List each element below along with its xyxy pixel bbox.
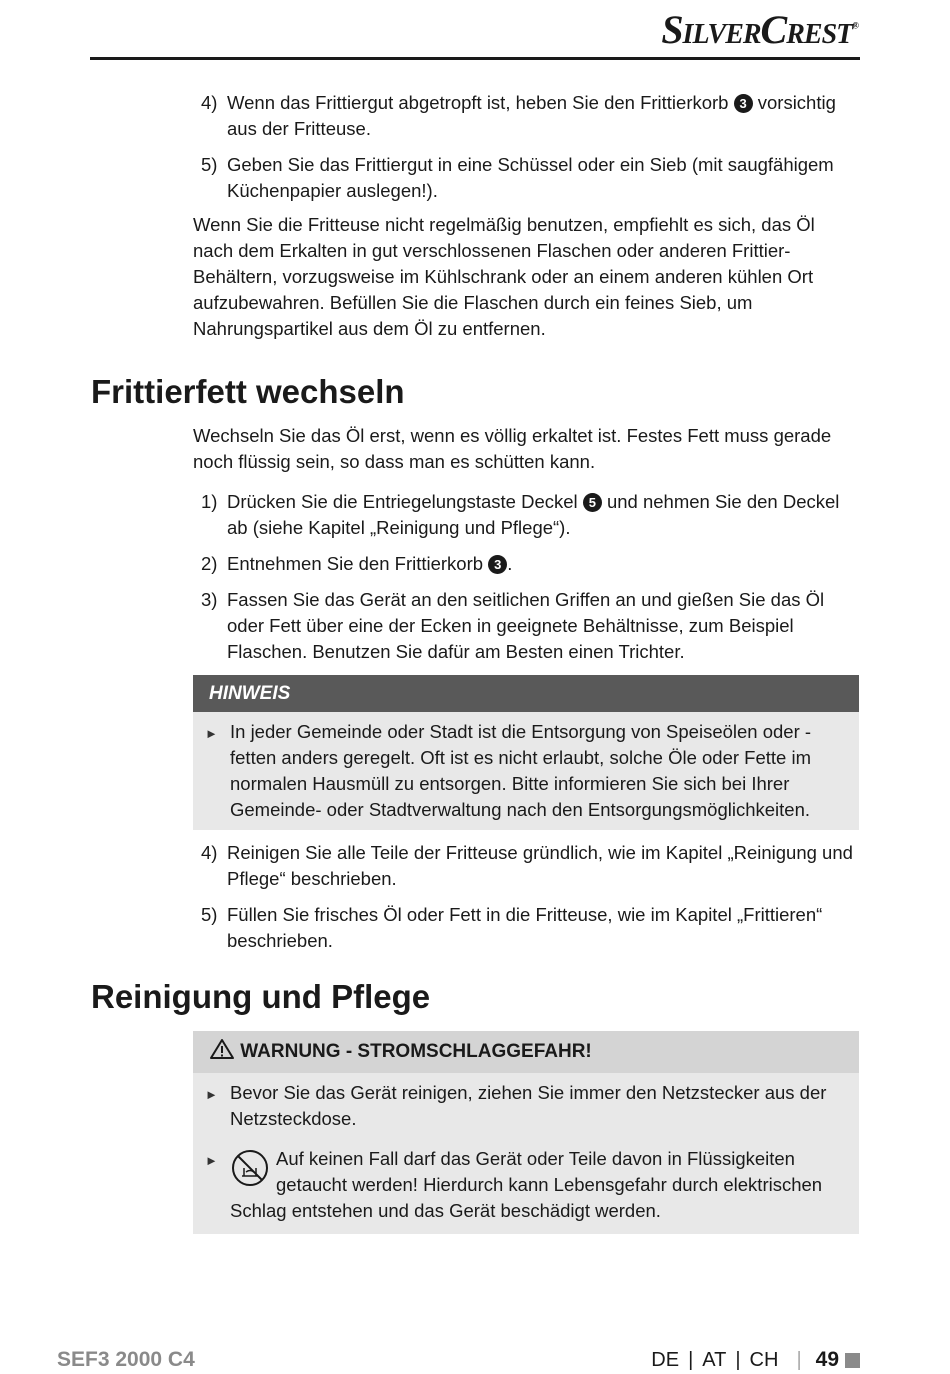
country-de: DE [651,1348,680,1371]
section-title: Frittierfett wechseln [91,373,405,410]
bullet-arrow-icon: ► [205,726,218,741]
note-heading: HINWEIS [193,675,859,712]
bullet-arrow-icon: ► [205,1153,218,1168]
part-number-badge: 5 [583,493,602,512]
step-list [193,840,859,954]
list-item: 4) Reinigen Sie alle Teile der Fritteuse gründlich, wie im Kapitel „Reinigung und Pflege“ beschrieben. [201,842,853,889]
country-ch: CH [749,1348,779,1371]
step-list [193,489,859,665]
model-number: SEF3 2000 C4 [57,1348,195,1371]
warning-box [193,1031,859,1234]
list-item: 2) Entnehmen Sie den Frittierkorb 3 . [201,553,513,574]
section-body [193,423,859,964]
part-number-badge: 3 [488,555,507,574]
note-bullet: ► In jeder Gemeinde oder Stadt ist die Entsorgung von Speiseölen oder -fetten anders geregelt. Oft ist es nicht erlaubt, solche Öle oder Fette im normalen Hausmüll zu entsorgen. Bitte informieren Sie sich bei Ihrer Gemeinde- oder Stadtverwaltung nach den Entsorgungsmöglichkeiten. [205,721,812,820]
brand-logo: SilverCrest® [661,7,858,52]
warning-bullet: ► Auf keinen Fall darf das Gerät oder Teile davon in Flüssigkeiten getaucht werden! Hierdurch kann Lebensgefahr durch elektrischen Schlag entstehen und das Gerät beschädigt werden. [205,1148,823,1221]
country-at: AT [702,1348,727,1371]
list-item: 1) Drücken Sie die Entriegelungstaste Deckel 5 und nehmen Sie den Deckel ab (siehe Kapitel „Reinigung und Pflege“). [201,491,840,538]
page-number: 49 [815,1348,839,1371]
bullet-arrow-icon: ► [205,1087,218,1102]
part-number-badge: 3 [734,94,753,113]
warning-heading: WARNUNG - STROMSCHLAGGEFAHR! [193,1031,859,1073]
step-list [193,90,859,204]
block-continuation [193,90,859,342]
warning-bullet: ► Bevor Sie das Gerät reinigen, ziehen Sie immer den Netzstecker aus der Netzsteckdose. [205,1082,827,1129]
list-item: 3) Fassen Sie das Gerät an den seitlichen Griffen an und gießen Sie das Öl oder Fett über eine der Ecken in geeignete Behältnisse, zum Beispiel Flaschen. Benutzen Sie dafür am Besten einen Trichter. [201,589,825,662]
page-footer: DE | AT | CH | 49 [651,1348,860,1372]
section-body [193,1031,859,1234]
list-item: 5) Geben Sie das Frittiergut in eine Schüssel oder ein Sieb (mit saugfähigem Küchenpapier auslegen!). [201,154,834,201]
no-immersion-icon [230,1148,270,1188]
warning-triangle-icon [209,1038,235,1060]
page-marker [845,1353,860,1368]
paragraph: Wenn Sie die Fritteuse nicht regelmäßig benutzen, empfiehlt es sich, das Öl nach dem Erkalten in gut verschlossenen Flaschen oder anderen Frittier-Behältern, vorzugsweise im Kühlschrank oder an einem anderen kühlen Ort aufzubewahren. Befüllen Sie die Flaschen durch ein feines Sieb, um Nahrungspartikel aus dem Öl zu entfernen. [193,214,815,339]
header-rule [90,57,860,60]
intro-paragraph: Wechseln Sie das Öl erst, wenn es völlig erkaltet ist. Festes Fett muss gerade noch flüssig sein, so dass man es schütten kann. [193,425,832,472]
list-item: 4) Wenn das Frittiergut abgetropft ist, heben Sie den Frittierkorb 3 vorsichtig aus der Fritteuse. [201,92,836,139]
section-title: Reinigung und Pflege [91,978,431,1015]
note-box [193,675,859,830]
list-item: 5) Füllen Sie frisches Öl oder Fett in die Fritteuse, wie im Kapitel „Frittieren“ beschrieben. [201,904,823,951]
